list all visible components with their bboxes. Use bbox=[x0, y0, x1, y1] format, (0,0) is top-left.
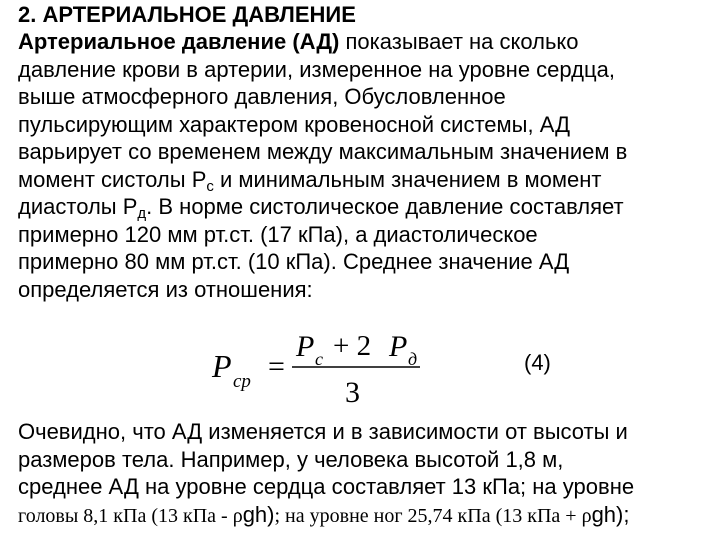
text-line: примерно 120 мм рт.ст. (17 кПа), а диастолическое bbox=[18, 221, 538, 247]
text-line: давление крови в артерии, измеренное на уровне сердца, bbox=[18, 56, 615, 82]
text-line: размеров тела. Например, у человека высотой 1,8 м, bbox=[18, 446, 564, 472]
text-line: примерно 80 мм рт.ст. (10 кПа). Среднее значение АД bbox=[18, 249, 570, 274]
formula-lhs-subscript: ср bbox=[233, 371, 251, 392]
formula-denominator: 3 bbox=[345, 376, 360, 409]
subscript-systole: с bbox=[206, 177, 214, 195]
formula-equals: = bbox=[268, 350, 285, 383]
subscript-diastole: д bbox=[137, 205, 147, 222]
section-heading: 2. АРТЕРИАЛЬНОЕ ДАВЛЕНИЕ bbox=[18, 2, 356, 27]
text-line: Артериальное давление (АД) показывает на сколько bbox=[18, 29, 579, 54]
text-line: выше атмосферного давления, Обусловленное bbox=[18, 84, 506, 109]
formula-numerator-p2: P bbox=[389, 330, 408, 363]
text-line: диастолы $Р_д$. В норме систолическое давление составляет bbox=[18, 194, 624, 222]
text-line: среднее АД на уровне сердца составляет 13 кПа; на уровне bbox=[18, 474, 635, 499]
text-line: головы 8,1 кПа (13 кПа - ρgh); на уровне ног 25,74 кПа (13 кПа + ρgh); bbox=[18, 501, 630, 527]
term-bold: Артериальное давление (АД) bbox=[18, 29, 340, 54]
text-line: момент систолы $Р_с$ и минимальным значением в момент bbox=[18, 166, 602, 195]
paragraph-example bbox=[18, 418, 718, 530]
paragraph-definition bbox=[18, 28, 718, 303]
formula-numerator-sub2: д bbox=[408, 349, 418, 369]
equation-number: (4) bbox=[524, 350, 551, 375]
formula-lhs: P bbox=[212, 348, 232, 384]
text-line: варьирует со временем между максимальным значением в bbox=[18, 139, 628, 164]
formula-numerator-sub1: с bbox=[315, 349, 323, 369]
formula-numerator-operator: + 2 bbox=[333, 330, 372, 362]
text-line: пульсирующим характером кровеносной системы, АД bbox=[18, 111, 570, 137]
text-line: Очевидно, что АД изменяется и в зависимости от высоты и bbox=[18, 419, 628, 444]
text-line: определяется из отношения: bbox=[18, 276, 313, 302]
formula-numerator-p1: P bbox=[296, 330, 315, 363]
